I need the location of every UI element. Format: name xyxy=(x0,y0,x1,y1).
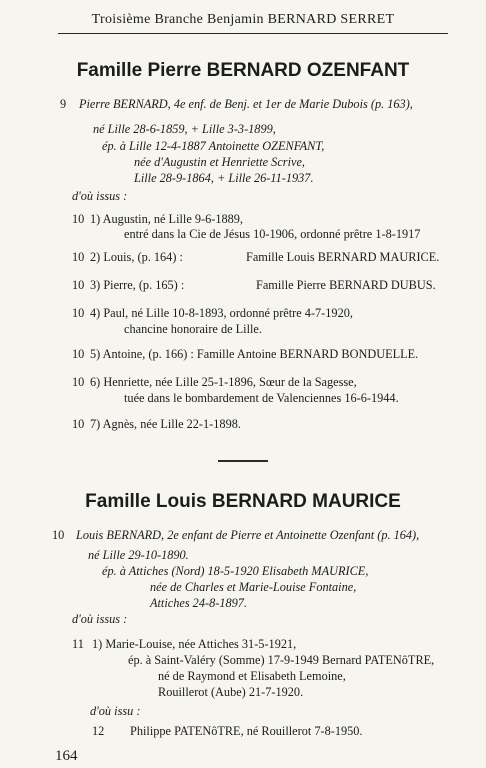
child-number: 10 xyxy=(72,306,85,320)
child-entry: 5) Antoine, (p. 166) : Famille Antoine BERNARD BONDUELLE. xyxy=(90,347,419,361)
child-entry: 4) Paul, né Lille 10-8-1893, ordonné prêtre 4-7-1920, xyxy=(90,306,353,320)
header-rule xyxy=(58,33,448,34)
child-entry: 6) Henriette, née Lille 25-1-1896, Sœur de la Sagesse, xyxy=(90,375,357,389)
child-entry: 7) Agnès, née Lille 22-1-1898. xyxy=(90,417,241,431)
child-entry-cont: chancine honoraire de Lille. xyxy=(124,322,262,336)
child-entry: 1) Augustin, né Lille 9-6-1889, xyxy=(90,212,244,226)
section2-title: Famille Louis BERNARD MAURICE xyxy=(85,491,401,512)
section1-line-4: née d'Augustin et Henriette Scrive, xyxy=(134,155,305,169)
section1-line-1: Pierre BERNARD, 4e enf. de Benj. et 1er de Marie Dubois (p. 163), xyxy=(79,97,413,111)
section1-line-5: Lille 28-9-1864, + Lille 26-11-1937. xyxy=(134,171,314,185)
section-separator xyxy=(218,460,268,462)
child-family-ref: Famille Pierre BERNARD DUBUS. xyxy=(256,278,436,292)
section1-number: 9 xyxy=(60,97,67,111)
section1-line-3: ép. à Lille 12-4-1887 Antoinette OZENFANT, xyxy=(102,139,325,153)
section2-number: 10 xyxy=(52,528,65,542)
child-number: 11 xyxy=(72,637,84,651)
child-number: 10 xyxy=(72,375,85,389)
section1-line-2: né Lille 28-6-1859, + Lille 3-3-1899, xyxy=(93,122,276,136)
section2-line-4: née de Charles et Marie-Louise Fontaine, xyxy=(150,580,357,594)
page-number: 164 xyxy=(55,748,78,764)
child-entry-cont: ép. à Saint-Valéry (Somme) 17-9-1949 Bernard PATENôTRE, xyxy=(128,653,435,667)
section2-line-5: Attiches 24-8-1897. xyxy=(150,596,247,610)
child-issu: d'où issu : xyxy=(90,704,141,718)
child-entry: 1) Marie-Louise, née Attiches 31-5-1921, xyxy=(92,637,297,651)
section2-line-3: ép. à Attiches (Nord) 18-5-1920 Elisabeth MAURICE, xyxy=(102,564,369,578)
child-entry-cont: tuée dans le bombardement de Valenciennes 16-6-1944. xyxy=(124,391,399,405)
child-number: 10 xyxy=(72,347,85,361)
section1-issus: d'où issus : xyxy=(72,189,128,203)
child-number: 10 xyxy=(72,417,85,431)
section1-title: Famille Pierre BERNARD OZENFANT xyxy=(76,60,410,81)
child-number: 10 xyxy=(72,278,85,292)
section2-line-2: né Lille 29-10-1890. xyxy=(88,548,189,562)
section2-issus: d'où issus : xyxy=(72,612,128,626)
child-entry-cont: né de Raymond et Elisabeth Lemoine, xyxy=(158,669,346,683)
grandchild-entry: Philippe PATENôTRE, né Rouillerot 7-8-1950. xyxy=(130,724,363,738)
child-entry: 3) Pierre, (p. 165) : xyxy=(90,278,185,292)
child-entry-cont: entré dans la Cie de Jésus 10-1906, ordonné prêtre 1-8-1917 xyxy=(124,227,421,241)
grandchild-number: 12 xyxy=(92,724,105,738)
child-entry: 2) Louis, (p. 164) : xyxy=(90,250,183,264)
child-number: 10 xyxy=(72,212,85,226)
child-entry-cont: Rouillerot (Aube) 21-7-1920. xyxy=(158,685,304,699)
child-family-ref: Famille Louis BERNARD MAURICE. xyxy=(246,250,440,264)
running-header: Troisième Branche Benjamin BERNARD SERRET xyxy=(91,12,395,27)
child-number: 10 xyxy=(72,250,85,264)
section2-line-1: Louis BERNARD, 2e enfant de Pierre et Antoinette Ozenfant (p. 164), xyxy=(76,528,420,542)
